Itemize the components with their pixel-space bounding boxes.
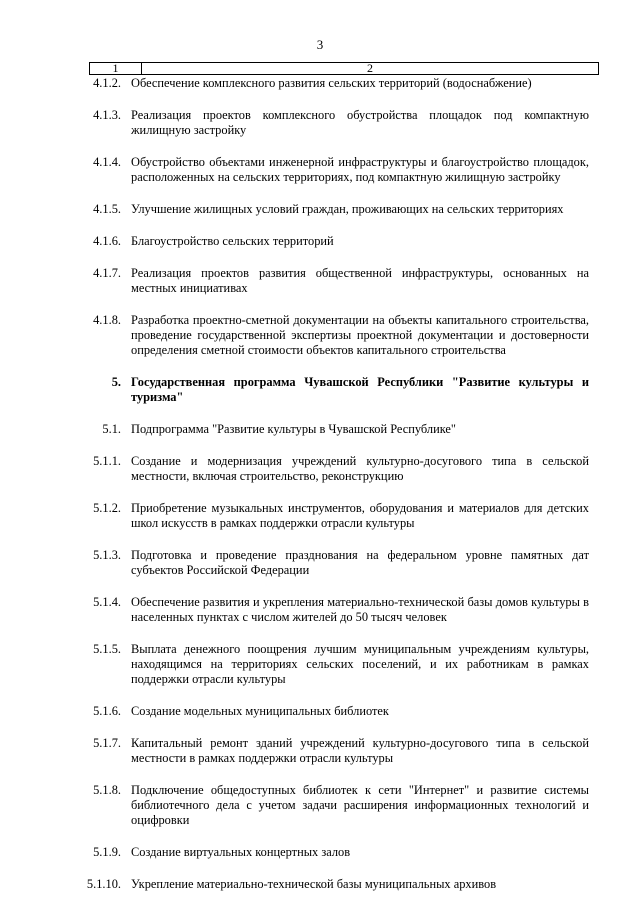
table-row bbox=[0, 108, 640, 138]
table-row bbox=[0, 704, 640, 719]
row-text: Разработка проектно-сметной документации на объекты капитального строительства, проведение государственной экспертизы проектной документации и достоверности определения сметной стоимости объектов капитального строительства bbox=[131, 313, 589, 357]
row-number: 4.1.2. bbox=[93, 76, 121, 90]
table-header-col2: 2 bbox=[367, 61, 373, 75]
table-row bbox=[0, 877, 640, 892]
row-number: 4.1.3. bbox=[93, 108, 121, 122]
table-row bbox=[0, 266, 640, 296]
row-text: Подпрограмма "Развитие культуры в Чувашской Республике" bbox=[131, 422, 456, 436]
row-text: Создание и модернизация учреждений культурно-досугового типа в сельской местности, включая строительство, реконструкцию bbox=[131, 454, 589, 483]
row-number: 5.1.10. bbox=[86, 877, 121, 891]
table-row-program-heading bbox=[0, 375, 640, 405]
row-number: 5.1.1. bbox=[93, 454, 121, 468]
table-row bbox=[0, 313, 640, 358]
row-text: Государственная программа Чувашской Республики "Развитие культуры и туризма" bbox=[131, 375, 589, 404]
table-row bbox=[0, 422, 640, 437]
table-header bbox=[89, 62, 599, 75]
row-text: Создание модельных муниципальных библиотек bbox=[131, 704, 389, 718]
row-number: 5.1. bbox=[102, 422, 121, 436]
row-number: 4.1.7. bbox=[93, 266, 121, 280]
row-text: Обеспечение развития и укрепления материально-технической базы домов культуры в населенных пунктах с числом жителей до 50 тысяч человек bbox=[131, 595, 589, 624]
table-row bbox=[0, 783, 640, 828]
row-text: Благоустройство сельских территорий bbox=[131, 234, 334, 248]
row-text: Обустройство объектами инженерной инфраструктуры и благоустройство площадок, расположенных на сельских территориях, под компактную жилищную застройку bbox=[131, 155, 589, 184]
table-header-col1: 1 bbox=[90, 63, 142, 74]
row-number: 5. bbox=[111, 375, 121, 389]
row-number: 5.1.9. bbox=[93, 845, 121, 859]
table-row bbox=[0, 454, 640, 484]
table-row bbox=[0, 501, 640, 531]
row-text: Обеспечение комплексного развития сельских территорий (водоснабжение) bbox=[131, 76, 532, 90]
row-text: Выплата денежного поощрения лучшим муниципальным учреждениям культуры, находящимся на территориях сельских поселений, и их работникам в рамках поддержки отрасли культуры bbox=[131, 642, 589, 686]
table-row bbox=[0, 76, 640, 91]
table-row bbox=[0, 202, 640, 217]
row-number: 5.1.6. bbox=[93, 704, 121, 718]
page-number: 3 bbox=[316, 37, 324, 52]
row-text: Реализация проектов развития общественной инфраструктуры, основанных на местных инициативах bbox=[131, 266, 589, 295]
row-number: 5.1.4. bbox=[93, 595, 121, 609]
row-number: 5.1.5. bbox=[93, 642, 121, 656]
row-text: Улучшение жилищных условий граждан, проживающих на сельских территориях bbox=[131, 202, 564, 216]
row-text: Подготовка и проведение празднования на федеральном уровне памятных дат субъектов Российской Федерации bbox=[131, 548, 589, 577]
row-text: Капитальный ремонт зданий учреждений культурно-досугового типа в сельской местности в рамках поддержки отрасли культуры bbox=[131, 736, 589, 765]
row-number: 4.1.8. bbox=[93, 313, 121, 327]
row-number: 5.1.2. bbox=[93, 501, 121, 515]
row-text: Подключение общедоступных библиотек к сети "Интернет" и развитие системы библиотечного дела с учетом задачи расширения информационных технологий и оцифровки bbox=[131, 783, 589, 827]
table-row bbox=[0, 642, 640, 687]
row-number: 4.1.6. bbox=[93, 234, 121, 248]
row-number: 4.1.4. bbox=[93, 155, 121, 169]
row-number: 5.1.7. bbox=[93, 736, 121, 750]
row-text: Приобретение музыкальных инструментов, оборудования и материалов для детских школ искусств в рамках поддержки отрасли культуры bbox=[131, 501, 589, 530]
table-row bbox=[0, 736, 640, 766]
row-text: Реализация проектов комплексного обустройства площадок под компактную жилищную застройку bbox=[131, 108, 589, 137]
table-body bbox=[0, 76, 640, 909]
table-row bbox=[0, 595, 640, 625]
row-number: 5.1.3. bbox=[93, 548, 121, 562]
table-row bbox=[0, 234, 640, 249]
row-text: Создание виртуальных концертных залов bbox=[131, 845, 351, 859]
row-number: 5.1.8. bbox=[93, 783, 121, 797]
table-row bbox=[0, 845, 640, 860]
row-text: Укрепление материально-технической базы муниципальных архивов bbox=[131, 877, 497, 891]
table-row bbox=[0, 155, 640, 185]
table-row bbox=[0, 548, 640, 578]
row-number: 4.1.5. bbox=[93, 202, 121, 216]
